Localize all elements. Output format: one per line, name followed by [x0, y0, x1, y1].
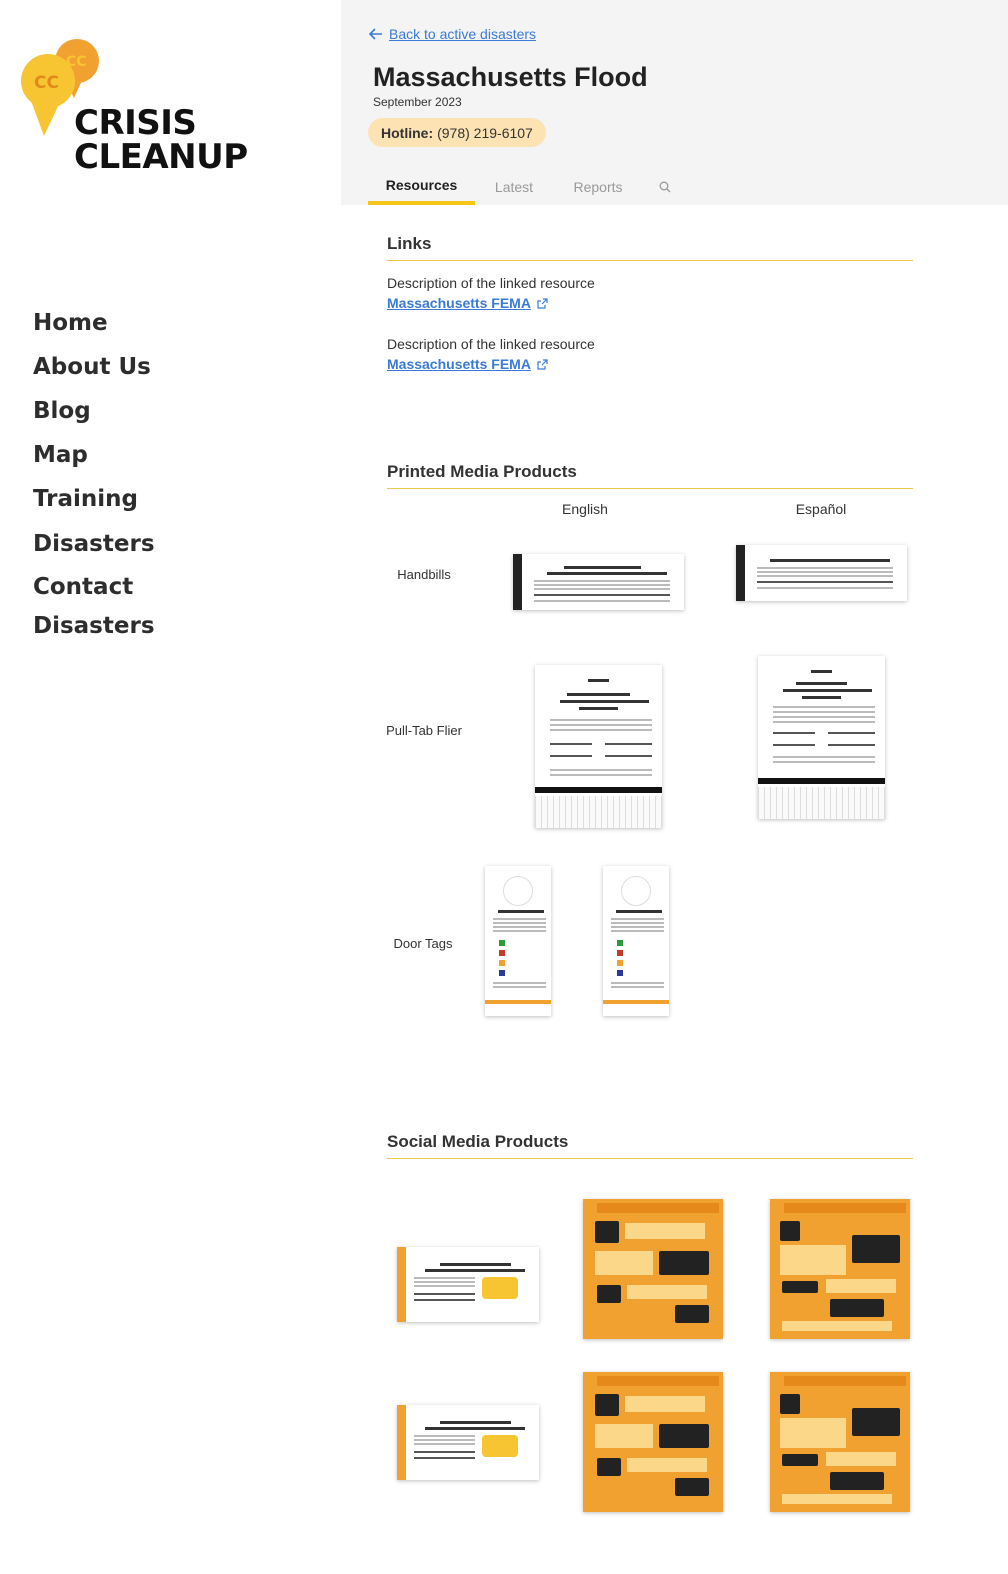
logo-wordmark: [74, 103, 248, 177]
pull-tab-flier-spanish-thumbnail[interactable]: [758, 656, 885, 819]
crisis-cleanup-logo[interactable]: [12, 36, 272, 186]
social-recovering-storm-spanish-thumbnail[interactable]: [770, 1372, 910, 1512]
link-description-1: Description of the linked resource: [387, 275, 595, 291]
column-english: English: [562, 501, 608, 517]
social-preparing-storm-spanish-thumbnail[interactable]: [583, 1372, 723, 1512]
door-tag-spanish-thumbnail[interactable]: [603, 866, 669, 1016]
page-title: Massachusetts Flood: [373, 62, 648, 92]
nav-contact[interactable]: Contact: [33, 574, 134, 600]
link-text-2: Massachusetts FEMA: [387, 356, 531, 372]
search-icon: [659, 181, 671, 193]
logo-line-2: CLEANUP: [74, 137, 248, 177]
row-label-pull-tab-flier: Pull-Tab Flier: [386, 723, 462, 738]
logo-badge-front: CC: [34, 73, 59, 93]
external-link-icon: [537, 298, 548, 309]
links-heading: Links: [387, 234, 913, 261]
external-link-icon: [537, 359, 548, 370]
row-label-door-tags: Door Tags: [393, 936, 453, 951]
handbill-spanish-thumbnail[interactable]: [736, 545, 907, 601]
link-massachusetts-fema-2[interactable]: [387, 356, 548, 372]
disaster-date: September 2023: [373, 95, 462, 109]
nav-about-us[interactable]: About Us: [33, 354, 151, 380]
nav-home[interactable]: Home: [33, 310, 108, 336]
social-hotline-spanish-thumbnail[interactable]: [397, 1405, 539, 1480]
nav-training[interactable]: Training: [33, 486, 139, 512]
row-label-handbills: Handbills: [397, 567, 451, 582]
link-description-2: Description of the linked resource: [387, 336, 595, 352]
tab-reports[interactable]: Reports: [573, 178, 623, 195]
link-massachusetts-fema-1[interactable]: [387, 295, 548, 311]
social-preparing-storm-thumbnail[interactable]: [583, 1199, 723, 1339]
pull-tab-flier-english-thumbnail[interactable]: [535, 665, 662, 828]
hotline-badge[interactable]: [368, 118, 546, 147]
handbill-english-thumbnail[interactable]: [513, 554, 684, 610]
column-espanol: Español: [795, 501, 847, 517]
disaster-header: [341, 0, 1008, 205]
social-recovering-storm-thumbnail[interactable]: [770, 1199, 910, 1339]
link-text-1: Massachusetts FEMA: [387, 295, 531, 311]
sidebar: [0, 0, 341, 1574]
nav-blog[interactable]: Blog: [33, 398, 91, 424]
hotline-label: Hotline:: [381, 124, 434, 141]
tab-resources[interactable]: Resources: [368, 168, 475, 205]
nav-disasters-2[interactable]: Disasters: [33, 613, 155, 639]
back-link[interactable]: [369, 26, 536, 42]
logo-badge-back: CC: [66, 54, 87, 70]
back-link-label: Back to active disasters: [389, 26, 537, 42]
social-media-heading: Social Media Products: [387, 1132, 913, 1159]
tab-search[interactable]: [643, 168, 687, 205]
hotline-number: (978) 219-6107: [437, 124, 533, 141]
social-hotline-english-thumbnail[interactable]: [397, 1247, 539, 1322]
tab-bar: [368, 168, 687, 205]
nav-map[interactable]: Map: [33, 442, 88, 468]
printed-media-heading: Printed Media Products: [387, 462, 913, 489]
logo-line-1: CRISIS: [74, 103, 197, 143]
door-tag-english-thumbnail[interactable]: [485, 866, 551, 1016]
arrow-left-icon: [369, 28, 383, 40]
nav-disasters[interactable]: Disasters: [33, 531, 155, 557]
tab-latest[interactable]: Latest: [494, 178, 534, 195]
